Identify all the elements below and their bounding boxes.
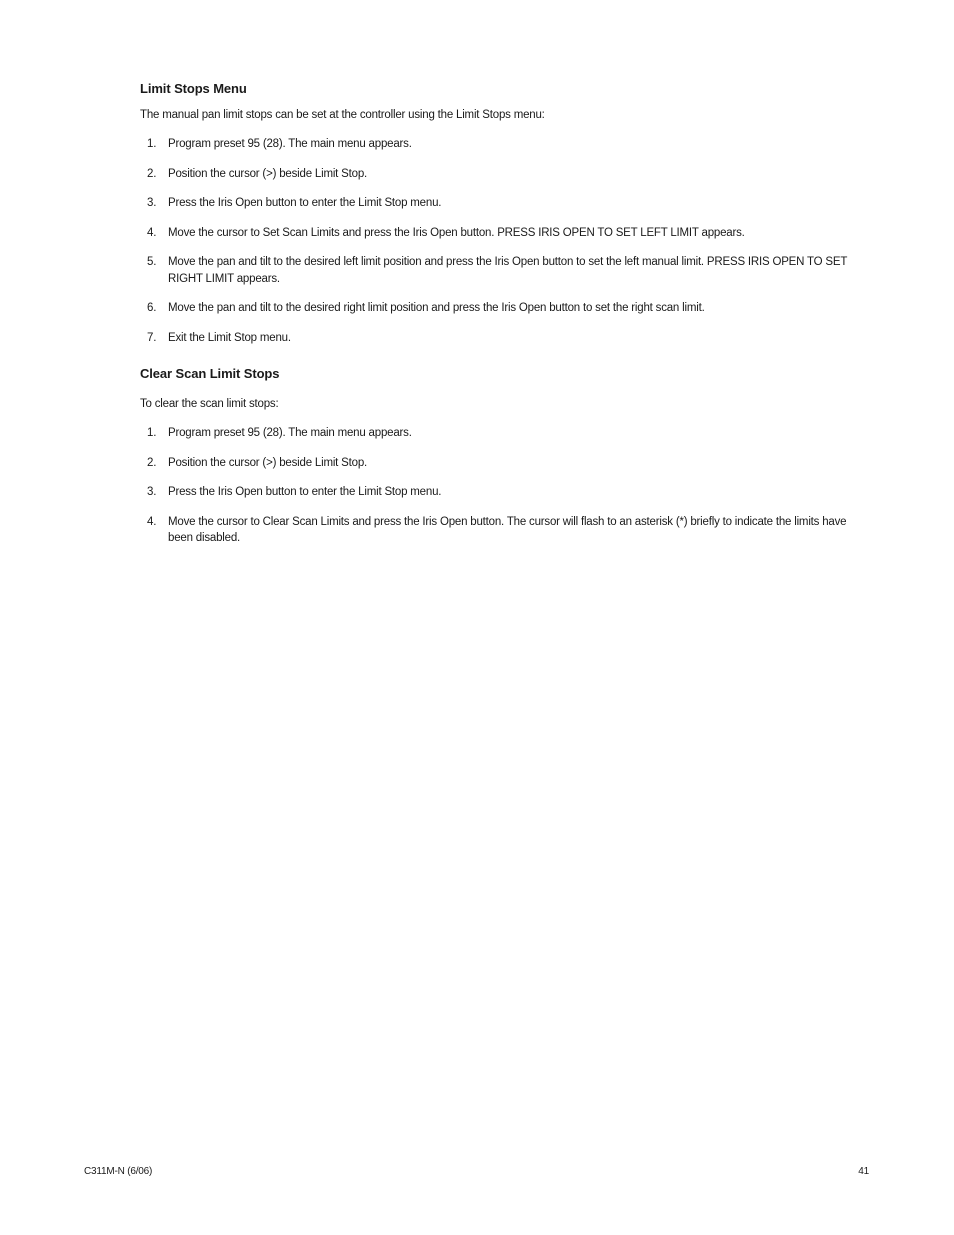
list-item xyxy=(140,136,870,153)
step-text: Position the cursor (>) beside Limit Stop. xyxy=(168,456,368,469)
step-text: Press the Iris Open button to enter the Limit Stop menu. xyxy=(168,486,442,498)
footer-page-number: 41 xyxy=(858,1166,869,1177)
step-number: 7. xyxy=(147,331,157,344)
step-number: 3. xyxy=(147,197,157,209)
step-list xyxy=(140,136,870,346)
step-number: 3. xyxy=(147,486,157,498)
section-limit-stops-menu xyxy=(140,80,870,346)
step-text: Program preset 95 (28). The main menu appears. xyxy=(168,427,412,439)
list-item xyxy=(140,514,870,547)
section-heading: Clear Scan Limit Stops xyxy=(140,366,280,381)
section-clear-scan-limit-stops xyxy=(140,365,870,547)
list-item xyxy=(140,300,870,317)
step-number: 2. xyxy=(147,167,157,180)
section-heading: Limit Stops Menu xyxy=(140,81,247,96)
list-item xyxy=(140,455,870,472)
list-item xyxy=(140,195,870,212)
step-text: Position the cursor (>) beside Limit Stop. xyxy=(168,167,368,180)
step-text: Move the cursor to Clear Scan Limits and press the Iris Open button. The cursor will flash to an asterisk (*) briefly to indicate the limits have been disabled. xyxy=(168,515,847,544)
step-text: Press the Iris Open button to enter the Limit Stop menu. xyxy=(168,197,442,209)
step-text: Move the pan and tilt to the desired right limit position and press the Iris Open button to set the right scan limit. xyxy=(168,302,705,314)
step-text: Move the pan and tilt to the desired left limit position and press the Iris Open button to set the left manual limit. PRESS IRIS OPEN TO SET RIGHT LIMIT appears. xyxy=(168,256,847,285)
section-intro: To clear the scan limit stops: xyxy=(140,398,279,410)
list-item xyxy=(140,425,870,442)
section-intro: The manual pan limit stops can be set at the controller using the Limit Stops menu: xyxy=(140,109,545,121)
step-text: Program preset 95 (28). The main menu appears. xyxy=(168,138,412,150)
step-number: 1. xyxy=(147,138,157,150)
step-number: 2. xyxy=(147,456,157,469)
list-item xyxy=(140,484,870,501)
step-number: 6. xyxy=(147,302,157,314)
list-item xyxy=(140,225,870,242)
step-number: 4. xyxy=(147,515,157,528)
list-item xyxy=(140,330,870,347)
step-number: 4. xyxy=(147,226,157,239)
step-number: 5. xyxy=(147,256,157,268)
list-item xyxy=(140,166,870,183)
step-number: 1. xyxy=(147,427,157,439)
step-text: Move the cursor to Set Scan Limits and press the Iris Open button. PRESS IRIS OPEN TO SET LEFT LIMIT appears. xyxy=(168,226,745,239)
document-body xyxy=(140,80,870,547)
footer-doc-id: C311M-N (6/06) xyxy=(84,1166,153,1177)
list-item xyxy=(140,254,870,287)
step-text: Exit the Limit Stop menu. xyxy=(168,331,291,344)
step-list xyxy=(140,425,870,547)
